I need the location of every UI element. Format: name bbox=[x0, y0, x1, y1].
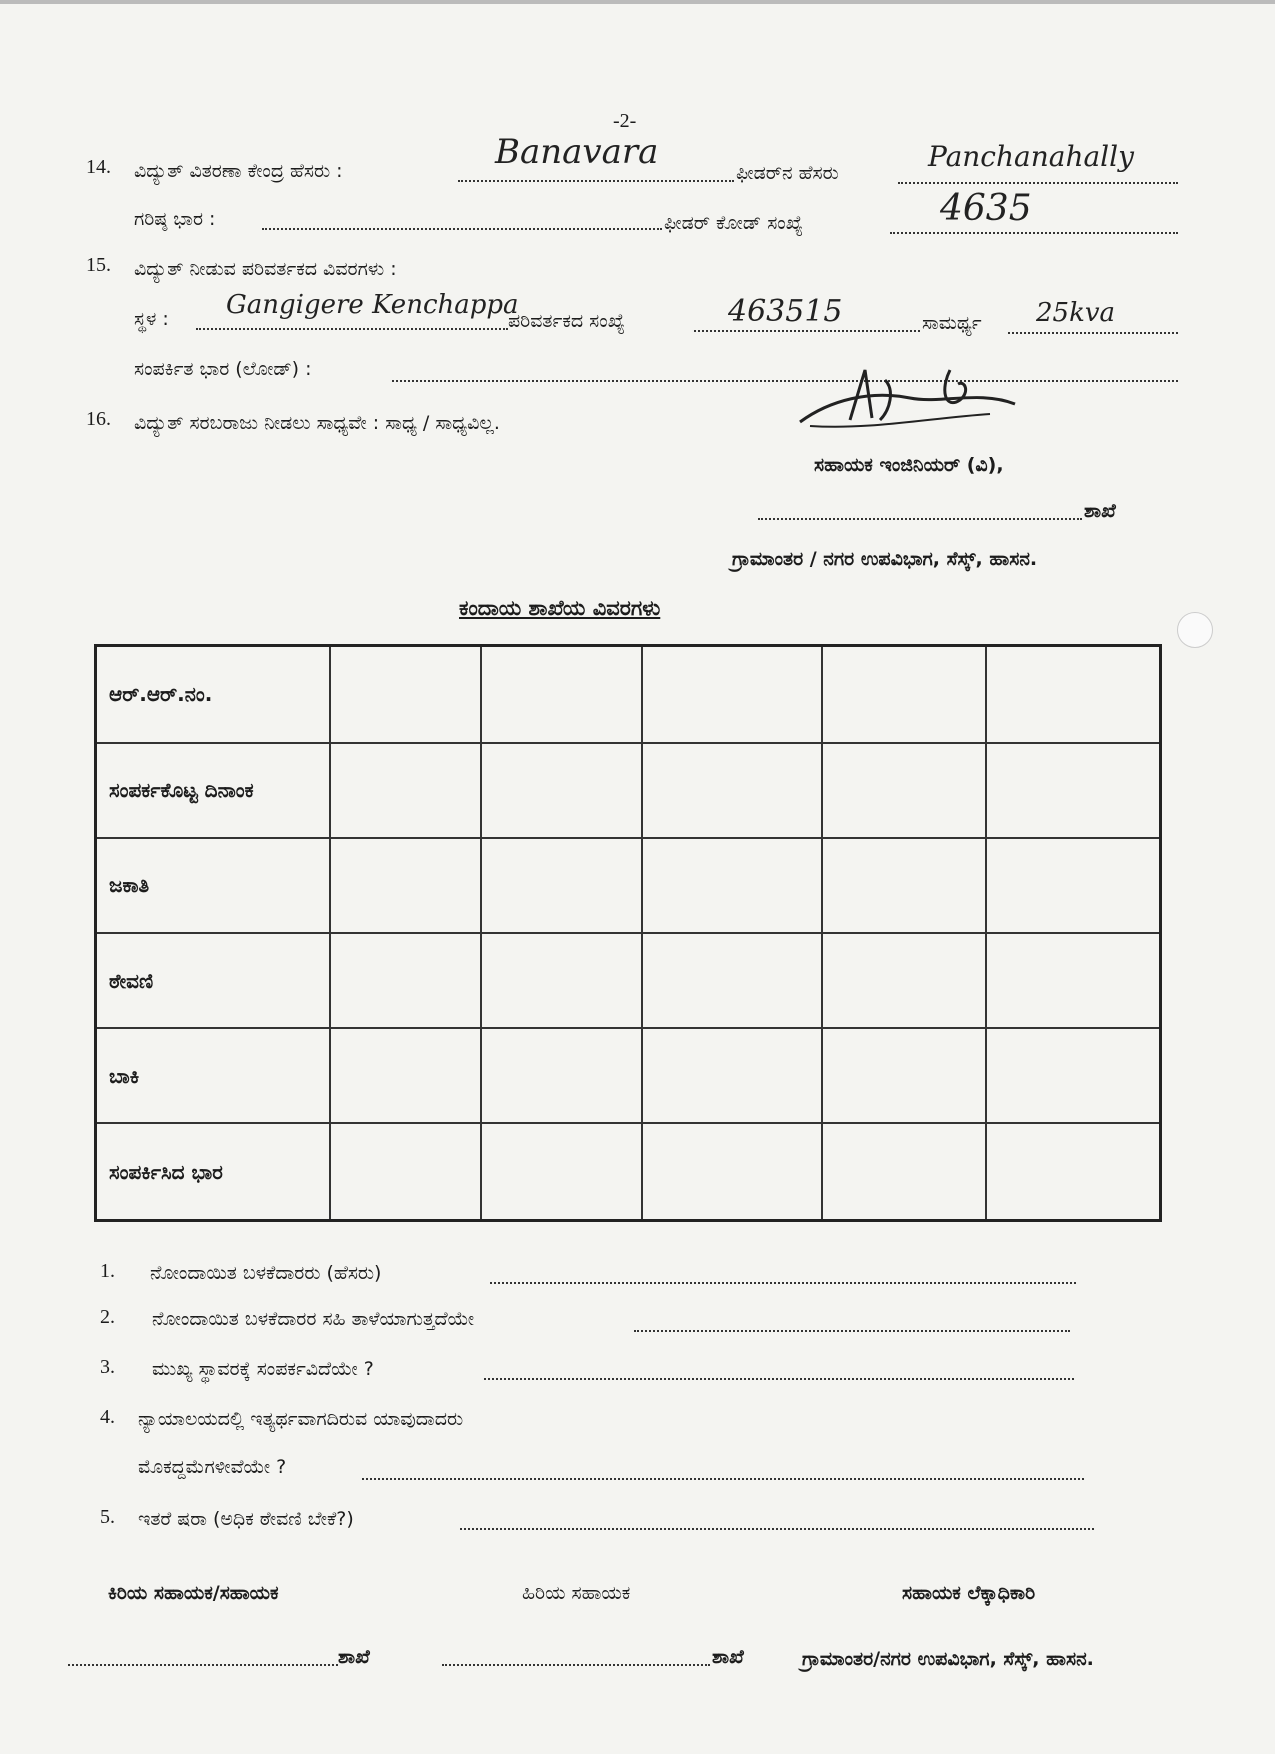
table-cell bbox=[481, 1028, 642, 1123]
table-cell bbox=[822, 743, 986, 838]
table-row bbox=[96, 646, 1161, 743]
table-cell bbox=[642, 1028, 821, 1123]
connected-load-line bbox=[392, 380, 1178, 382]
item-15-number: 15. bbox=[86, 254, 111, 276]
table-cell bbox=[642, 743, 821, 838]
table-row bbox=[96, 1123, 1161, 1220]
table-row bbox=[96, 1028, 1161, 1123]
question-5-line bbox=[460, 1528, 1094, 1530]
feeder-name-value: Panchanahally bbox=[928, 140, 1134, 173]
question-4-text-continued: ಮೊಕದ್ದಮೆಗಳೀವೆಯೇ ? bbox=[138, 1456, 287, 1478]
question-1-line bbox=[490, 1282, 1076, 1284]
table-cell bbox=[481, 646, 642, 743]
table-cell bbox=[330, 933, 481, 1028]
question-3-line bbox=[484, 1378, 1074, 1380]
table-cell bbox=[642, 838, 821, 933]
feeder-name-line bbox=[898, 182, 1178, 184]
question-2-number: 2. bbox=[100, 1306, 115, 1328]
table-cell bbox=[822, 838, 986, 933]
question-4-number: 4. bbox=[100, 1406, 115, 1428]
capacity-label: ಸಾಮರ್ಥ್ಯ bbox=[922, 312, 982, 334]
table-cell bbox=[822, 1123, 986, 1220]
table-cell bbox=[481, 933, 642, 1028]
footer-branch-line-1 bbox=[68, 1664, 338, 1666]
table-row bbox=[96, 743, 1161, 838]
table-cell bbox=[642, 646, 821, 743]
capacity-line bbox=[1008, 332, 1178, 334]
feeder-code-line bbox=[890, 232, 1178, 234]
transformer-no-label: ಪರಿವರ್ತಕದ ಸಂಖ್ಯೆ bbox=[508, 310, 625, 332]
table-cell bbox=[330, 838, 481, 933]
feeder-code-label: ಫೀಡರ್ ಕೋಡ್ ಸಂಖ್ಯೆ bbox=[664, 212, 803, 234]
capacity-value: 25kva bbox=[1036, 298, 1116, 328]
table-cell bbox=[986, 646, 1161, 743]
row-label-tariff: ಜಕಾತಿ bbox=[96, 838, 331, 933]
feeder-name-label: ಫೀಡರ್‌ನ ಹೆಸರು bbox=[736, 162, 839, 184]
revenue-section-heading: ಕಂದಾಯ ಶಾಖೆಯ ವಿವರಗಳು bbox=[459, 596, 661, 620]
punch-hole bbox=[1177, 612, 1213, 648]
engineer-division: ಗ್ರಾಮಾಂತರ / ನಗರ ಉಪವಿಭಾಗ, ಸೆಸ್ಕ್, ಹಾಸನ. bbox=[732, 548, 1038, 570]
table-cell bbox=[986, 1123, 1161, 1220]
row-label-deposit: ಠೇವಣಿ bbox=[96, 933, 331, 1028]
table-cell bbox=[330, 1123, 481, 1220]
table-cell bbox=[330, 743, 481, 838]
senior-assistant-label: ಹಿರಿಯ ಸಹಾಯಕ bbox=[522, 1582, 631, 1604]
page-number: -2- bbox=[613, 110, 637, 132]
table-cell bbox=[642, 933, 821, 1028]
engineer-branch-label: ಶಾಖೆ bbox=[1084, 500, 1116, 522]
max-load-label: ಗರಿಷ್ಠ ಭಾರ : bbox=[134, 208, 216, 230]
table-cell bbox=[330, 646, 481, 743]
centre-name-value: Banavara bbox=[495, 132, 659, 172]
table-cell bbox=[986, 1028, 1161, 1123]
question-5-number: 5. bbox=[100, 1506, 115, 1528]
page-top-edge bbox=[0, 0, 1275, 4]
question-5-text: ಇತರೆ ಷರಾ (ಅಧಿಕ ಠೇವಣಿ ಬೇಕೆ?) bbox=[138, 1508, 354, 1530]
feeder-code-value: 4635 bbox=[940, 188, 1032, 229]
table-cell bbox=[822, 933, 986, 1028]
engineer-signature bbox=[790, 360, 1030, 440]
transformer-no-line bbox=[694, 330, 920, 332]
row-label-connection-date: ಸಂಪರ್ಕಕೊಟ್ಟ ದಿನಾಂಕ bbox=[96, 743, 331, 838]
footer-branch-label-1: ಶಾಖೆ bbox=[338, 1646, 370, 1668]
revenue-details-table bbox=[94, 644, 1162, 1222]
question-4-text: ನ್ಯಾಯಾಲಯದಲ್ಲಿ ಇತ್ಯರ್ಥವಾಗದಿರುವ ಯಾವುದಾದರು bbox=[138, 1408, 464, 1430]
question-3-text: ಮುಖ್ಯ ಸ್ಥಾವರಕ್ಕೆ ಸಂಪರ್ಕವಿದೆಯೇ ? bbox=[152, 1358, 374, 1380]
table-cell bbox=[986, 743, 1161, 838]
table-cell bbox=[822, 1028, 986, 1123]
junior-assistant-label: ಕಿರಿಯ ಸಹಾಯಕ/ಸಹಾಯಕ bbox=[108, 1582, 279, 1604]
footer-division: ಗ್ರಾಮಾಂತರ/ನಗರ ಉಪವಿಭಾಗ, ಸೆಸ್ಕ್, ಹಾಸನ. bbox=[802, 1648, 1094, 1670]
table-cell bbox=[822, 646, 986, 743]
row-label-rr-number: ಆರ್.ಆರ್.ನಂ. bbox=[96, 646, 331, 743]
row-label-arrears: ಬಾಕಿ bbox=[96, 1028, 331, 1123]
table-cell bbox=[481, 1123, 642, 1220]
asst-accounts-officer-label: ಸಹಾಯಕ ಲೆಕ್ಕಾಧಿಕಾರಿ bbox=[902, 1582, 1036, 1604]
footer-branch-line-2 bbox=[442, 1664, 710, 1666]
transformer-details-title: ವಿದ್ಯುತ್ ನೀಡುವ ಪರಿವರ್ತಕದ ವಿವರಗಳು : bbox=[134, 258, 397, 280]
max-load-line bbox=[262, 228, 662, 230]
question-2-text: ನೋಂದಾಯಿತ ಬಳಕೆದಾರರ ಸಹಿ ತಾಳೆಯಾಗುತ್ತದೆಯೇ bbox=[152, 1308, 475, 1330]
place-value: Gangigere Kenchappa bbox=[226, 290, 519, 320]
transformer-no-value: 463515 bbox=[728, 294, 843, 329]
question-1-number: 1. bbox=[100, 1260, 115, 1282]
table-cell bbox=[986, 933, 1161, 1028]
connected-load-label: ಸಂಪರ್ಕಿತ ಭಾರ (ಲೋಡ್) : bbox=[134, 358, 312, 380]
assistant-engineer-title: ಸಹಾಯಕ ಇಂಜಿನಿಯರ್ (ವಿ), bbox=[814, 454, 1004, 476]
question-3-number: 3. bbox=[100, 1356, 115, 1378]
footer-branch-label-2: ಶಾಖೆ bbox=[712, 1646, 744, 1668]
place-label: ಸ್ಥಳ : bbox=[134, 308, 169, 330]
centre-name-line bbox=[458, 180, 734, 182]
question-1-text: ನೋಂದಾಯಿತ ಬಳಕೆದಾರರು (ಹೆಸರು) bbox=[150, 1262, 382, 1284]
question-2-line bbox=[634, 1330, 1070, 1332]
table-cell bbox=[986, 838, 1161, 933]
row-label-connected-load: ಸಂಪರ್ಕಿಸಿದ ಭಾರ bbox=[96, 1123, 331, 1220]
supply-feasibility-text: ವಿದ್ಯುತ್ ಸರಬರಾಜು ನೀಡಲು ಸಾಧ್ಯವೇ : ಸಾಧ್ಯ / ಸಾಧ್ಯವಿಲ್ಲ. bbox=[134, 412, 500, 434]
table-cell bbox=[330, 1028, 481, 1123]
table-row bbox=[96, 933, 1161, 1028]
item-14-number: 14. bbox=[86, 156, 111, 178]
table-cell bbox=[481, 838, 642, 933]
item-16-number: 16. bbox=[86, 408, 111, 430]
place-line bbox=[196, 328, 508, 330]
table-cell bbox=[481, 743, 642, 838]
centre-name-label: ವಿದ್ಯುತ್ ವಿತರಣಾ ಕೇಂದ್ರ ಹೆಸರು : bbox=[134, 160, 343, 182]
question-4-line bbox=[362, 1478, 1084, 1480]
table-row bbox=[96, 838, 1161, 933]
engineer-branch-line bbox=[758, 518, 1082, 520]
table-cell bbox=[642, 1123, 821, 1220]
